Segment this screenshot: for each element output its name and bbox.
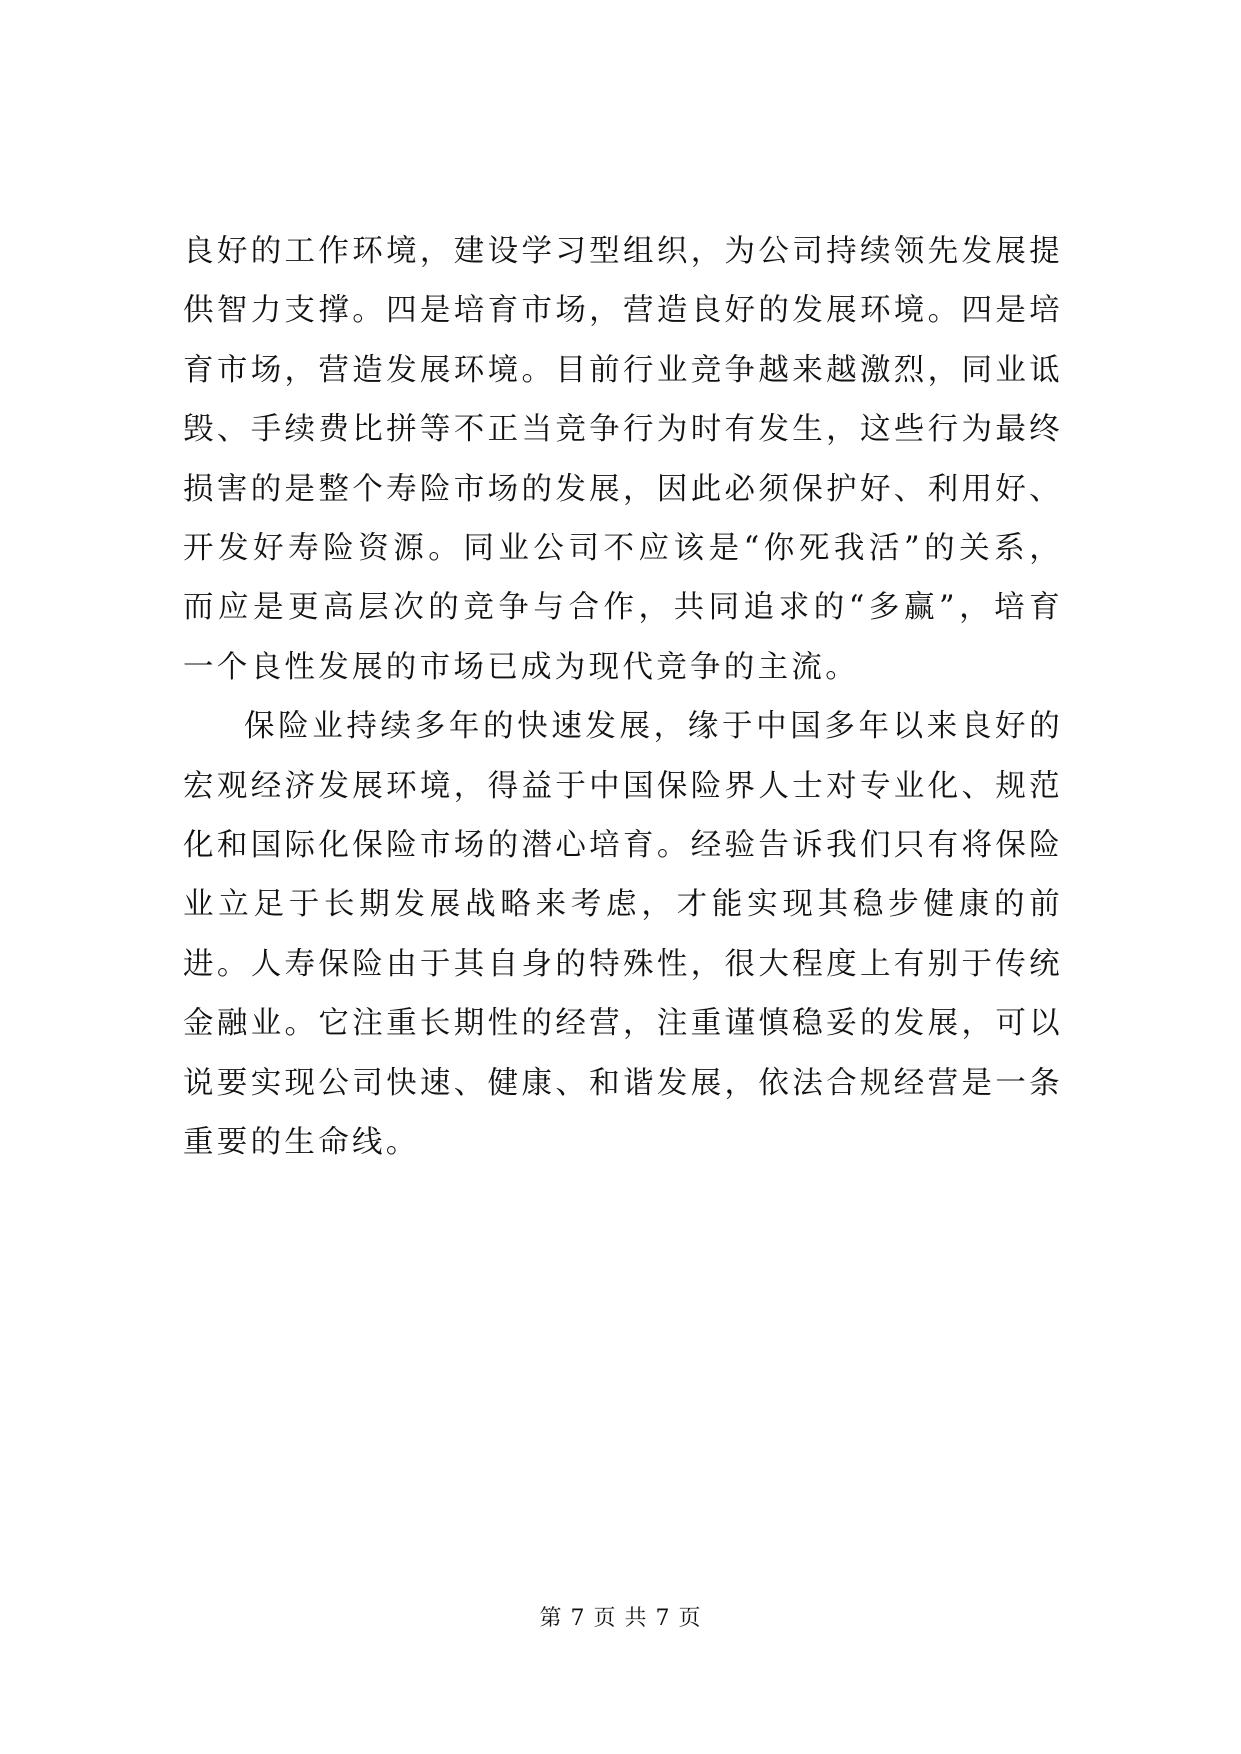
paragraph-continuation: 良好的工作环境，建设学习型组织，为公司持续领先发展提供智力支撑。四是培育市场，营造良好的发展环境。四是培育市场，营造发展环境。目前行业竞争越来越激烈，同业诋毁、手续费比拼等不正当竞争行为时有发生，这些行为最终损害的是整个寿险市场的发展，因此必须保护好、利用好、开发好寿险资源。同业公司不应该是“你死我活”的关系，而应是更高层次的竞争与合作，共同追求的“多赢”，培育一个良性发展的市场已成为现代竞争的主流。 bbox=[183, 234, 1063, 685]
document-body bbox=[183, 222, 1063, 1173]
paragraph-insurance-development: 保险业持续多年的快速发展，缘于中国多年以来良好的宏观经济发展环境，得益于中国保险界人士对专业化、规范化和国际化保险市场的潜心培育。经验告诉我们只有将保险业立足于长期发展战略来考虑，才能实现其稳步健康的前进。人寿保险由于其自身的特殊性，很大程度上有别于传统金融业。它注重长期性的经营，注重谨慎稳妥的发展，可以说要实现公司快速、健康、和谐发展，依法合规经营是一条重要的生命线。 bbox=[183, 709, 1063, 1161]
page-number-footer: 第 7 页 共 7 页 bbox=[539, 1606, 702, 1631]
